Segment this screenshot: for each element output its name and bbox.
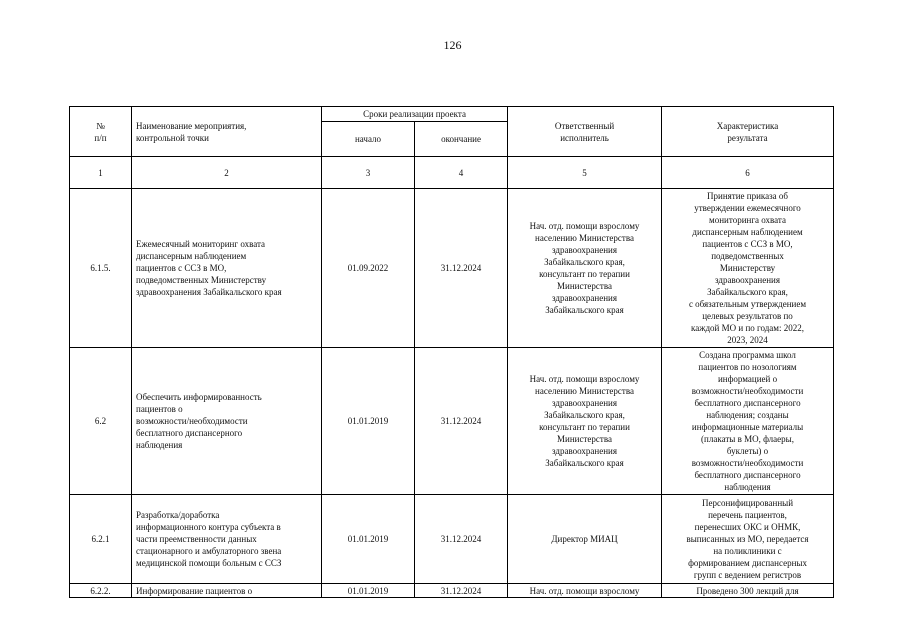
- text-line: Нач. отд. помощи взрослому: [529, 585, 640, 596]
- text-line: пациентов с ССЗ в МО,: [136, 263, 227, 273]
- row-executor: [508, 189, 662, 348]
- row-result: [662, 584, 834, 598]
- text-line: исполнитель: [560, 132, 609, 143]
- row-result: [662, 189, 834, 348]
- row-name: [132, 189, 322, 348]
- text-line: возможности/необходимости: [691, 386, 804, 396]
- text-line: перечень пациентов,: [708, 510, 787, 520]
- row-num: 6.1.5.: [70, 189, 132, 348]
- text-line: Министерства: [557, 434, 612, 444]
- row-name: [132, 495, 322, 584]
- text-line: целевых результатов по: [702, 311, 793, 321]
- text-line: бесплатного диспансерного: [136, 428, 243, 438]
- text-line: Информирование пациентов о: [136, 585, 253, 596]
- text-line: групп с ведением регистров: [693, 570, 802, 580]
- text-line: Забайкальского края,: [544, 410, 625, 420]
- table-row: [70, 348, 834, 495]
- table-row: [70, 584, 834, 598]
- row-name: [132, 584, 322, 598]
- text-line: возможности/необходимости: [691, 458, 804, 468]
- row-executor: [508, 495, 662, 584]
- text-line: здравоохранения: [715, 275, 781, 285]
- text-line: здравоохранения: [552, 398, 618, 408]
- text-line: контрольной точки: [136, 132, 209, 143]
- text-line: информационные материалы: [691, 422, 804, 432]
- text-line: утверждении ежемесячного: [694, 203, 801, 213]
- text-line: здравоохранения Забайкальского края: [136, 287, 282, 297]
- text-line: (плакаты в МО, флаеры,: [701, 434, 794, 444]
- header-result: [662, 107, 834, 157]
- text-line: Нач. отд. помощи взрослому: [529, 374, 640, 384]
- row-result: [662, 495, 834, 584]
- row-executor: [508, 348, 662, 495]
- text-line: Забайкальского края,: [707, 287, 788, 297]
- text-line: 2023, 2024: [727, 335, 768, 345]
- text-line: результата: [727, 132, 768, 143]
- text-line: здравоохранения: [552, 245, 618, 255]
- text-line: мониторинга охвата: [709, 215, 786, 225]
- text-line: населению Министерства: [535, 386, 634, 396]
- text-line: наблюдения; созданы: [706, 410, 789, 420]
- text-line: Нач. отд. помощи взрослому: [529, 221, 640, 231]
- text-line: диспансерным наблюдением: [136, 251, 247, 261]
- text-line: буклеты) о: [726, 446, 769, 456]
- header-start: начало: [322, 122, 415, 157]
- text-line: стационарного и амбулаторного звена: [136, 546, 282, 556]
- text-line: Принятие приказа об: [707, 191, 789, 201]
- header-period: Сроки реализации проекта: [322, 107, 508, 122]
- column-number: 5: [508, 157, 662, 189]
- column-number: 1: [70, 157, 132, 189]
- row-num: 6.2.1: [70, 495, 132, 584]
- text-line: п/п: [94, 132, 107, 143]
- text-line: наблюдения: [724, 482, 771, 492]
- text-line: информацией о: [717, 374, 778, 384]
- text-line: Министерства: [557, 281, 612, 291]
- text-line: медицинской помощи больным с ССЗ: [136, 558, 282, 568]
- text-line: с обязательным утверждением: [688, 299, 807, 309]
- text-line: пациентов по нозологиям: [698, 362, 797, 372]
- text-line: Директор МИАЦ: [551, 534, 618, 544]
- row-end: 31.12.2024: [415, 348, 508, 495]
- text-line: пациентов о: [136, 404, 183, 414]
- row-end: 31.12.2024: [415, 495, 508, 584]
- table-header-row: [70, 107, 834, 122]
- text-line: диспансерным наблюдением: [692, 227, 803, 237]
- text-line: Обеспечить информированность: [136, 392, 262, 402]
- column-number: 4: [415, 157, 508, 189]
- header-executor: [508, 107, 662, 157]
- row-num: 6.2: [70, 348, 132, 495]
- text-line: перенесших ОКС и ОНМК,: [694, 522, 801, 532]
- text-line: формированием диспансерных: [688, 558, 807, 568]
- text-line: №: [96, 120, 105, 131]
- text-line: Проведено 300 лекций для: [696, 585, 799, 596]
- activity-plan-table: [69, 106, 834, 598]
- text-line: бесплатного диспансерного: [694, 398, 801, 408]
- text-line: Характеристика: [716, 120, 779, 131]
- table-row: [70, 495, 834, 584]
- text-line: Забайкальского края,: [544, 257, 625, 267]
- text-line: выписанных из МО, передается: [686, 534, 809, 544]
- text-line: здравоохранения: [552, 446, 618, 456]
- text-line: возможности/необходимости: [136, 416, 248, 426]
- text-line: населению Министерства: [535, 233, 634, 243]
- text-line: наблюдения: [136, 440, 183, 450]
- text-line: Персонифицированный: [702, 498, 794, 508]
- text-line: Забайкальского края: [545, 305, 624, 315]
- text-line: Министерству: [719, 263, 776, 273]
- row-start: 01.01.2019: [322, 495, 415, 584]
- text-line: Ежемесячный мониторинг охвата: [136, 239, 266, 249]
- text-line: Создана программа школ: [699, 350, 796, 360]
- row-end: 31.12.2024: [415, 189, 508, 348]
- header-num: [70, 107, 132, 157]
- text-line: информационного контура субъекта в: [136, 522, 281, 532]
- page-number: 126: [443, 38, 462, 52]
- text-line: Забайкальского края: [545, 458, 624, 468]
- text-line: на поликлиники с: [713, 546, 782, 556]
- column-number: 6: [662, 157, 834, 189]
- column-number: 3: [322, 157, 415, 189]
- row-start: 01.01.2019: [322, 584, 415, 598]
- row-executor: [508, 584, 662, 598]
- text-line: бесплатного диспансерного: [694, 470, 801, 480]
- text-line: здравоохранения: [552, 293, 618, 303]
- column-number: 2: [132, 157, 322, 189]
- text-line: консультант по терапии: [539, 422, 630, 432]
- row-end: 31.12.2024: [415, 584, 508, 598]
- text-line: консультант по терапии: [539, 269, 630, 279]
- text-line: Ответственный: [554, 120, 615, 131]
- row-result: [662, 348, 834, 495]
- row-num: 6.2.2.: [70, 584, 132, 598]
- header-end: окончание: [415, 122, 508, 157]
- text-line: подведомственных: [711, 251, 784, 261]
- text-line: Наименование мероприятия,: [136, 120, 247, 131]
- text-line: Разработка/доработка: [136, 510, 220, 520]
- text-line: части преемственности данных: [136, 534, 257, 544]
- text-line: каждой МО и по годам: 2022,: [691, 323, 804, 333]
- table-row: [70, 189, 834, 348]
- header-name: [132, 107, 322, 157]
- column-numbers-row: [70, 157, 834, 189]
- text-line: подведомственных Министерству: [136, 275, 267, 285]
- text-line: пациентов с ССЗ в МО,: [702, 239, 793, 249]
- row-name: [132, 348, 322, 495]
- row-start: 01.09.2022: [322, 189, 415, 348]
- row-start: 01.01.2019: [322, 348, 415, 495]
